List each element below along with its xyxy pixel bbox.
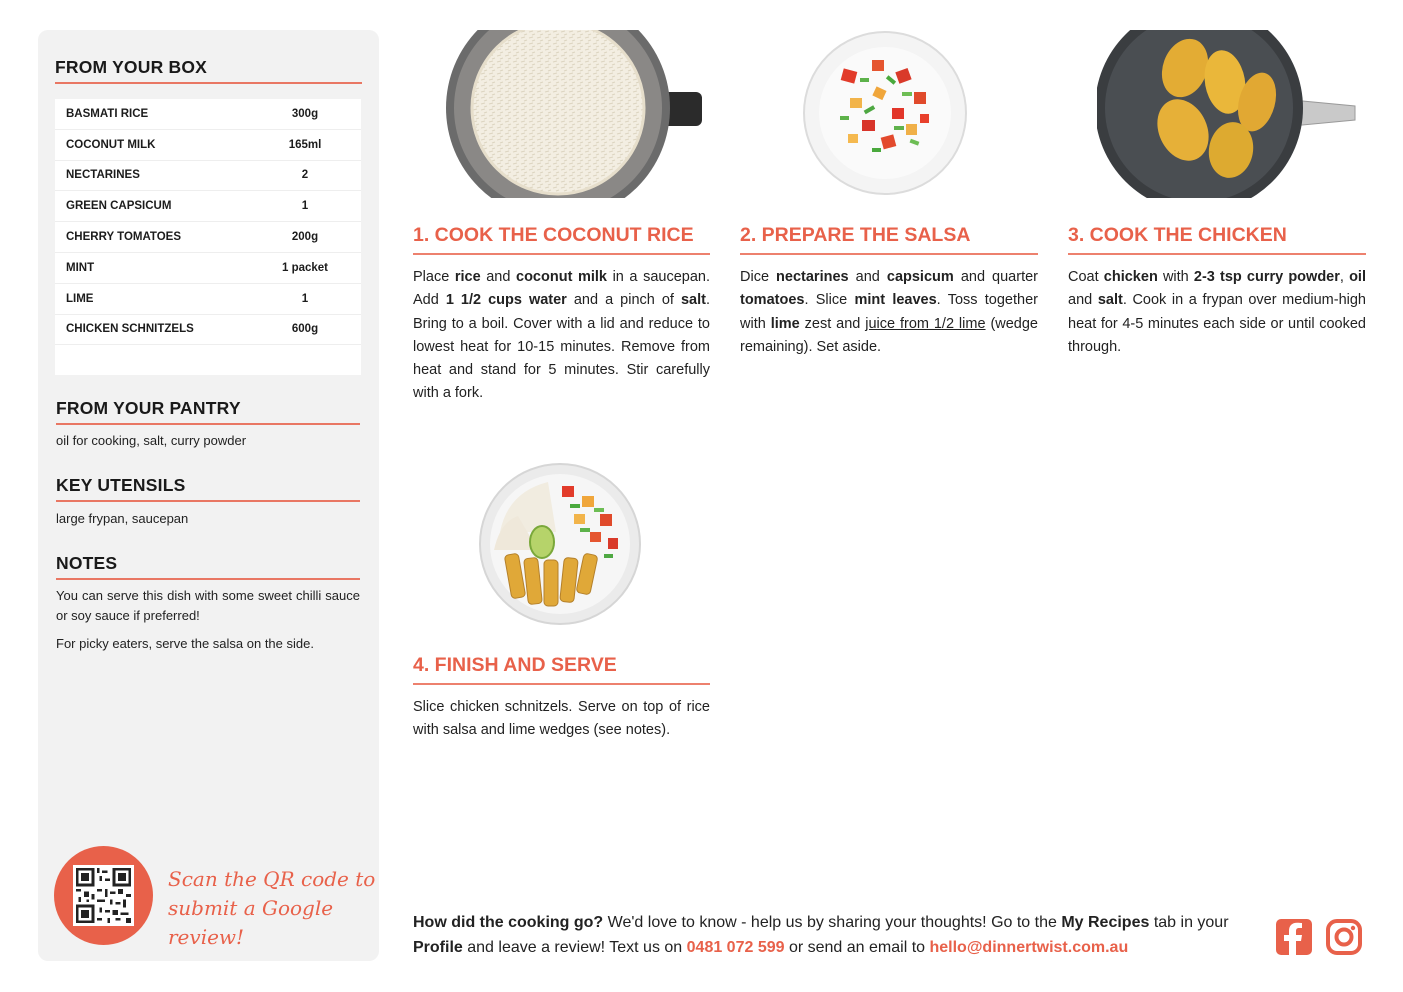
salsa-bowl-image — [802, 30, 968, 196]
pantry-rule — [56, 423, 360, 425]
text: . Slice — [804, 292, 855, 309]
text: and a pinch of — [566, 292, 681, 309]
text: capsicum — [886, 269, 954, 285]
pantry-title: FROM YOUR PANTRY — [56, 398, 241, 418]
text: We'd love to know - help us by sharing your thoughts! Go to the — [603, 914, 1062, 931]
footer-review-text — [413, 910, 1263, 960]
ingredient-row — [55, 222, 361, 253]
text: and leave a review! Text us on — [462, 939, 687, 956]
ingredient-name: NECTARINES — [66, 169, 140, 182]
text: How did the cooking go? — [413, 914, 604, 931]
text: lime — [770, 315, 800, 332]
step-4-title: 4. FINISH AND SERVE — [413, 654, 617, 676]
ingredient-row — [55, 253, 361, 284]
ingredient-row — [55, 99, 361, 130]
ingredient-row — [55, 161, 361, 192]
ingredient-qty: 1 — [301, 292, 309, 305]
ingredient-qty: 200g — [291, 231, 319, 244]
ingredient-row — [55, 315, 361, 346]
text: , — [1339, 269, 1350, 285]
text: 2-3 tsp curry powder — [1193, 269, 1340, 285]
rice-pot-image — [440, 30, 702, 198]
chicken-frypan-image — [1097, 30, 1357, 198]
qr-caption — [168, 865, 379, 952]
step-2-body — [740, 266, 1038, 359]
ingredient-name: MINT — [66, 261, 95, 274]
text: tomatoes — [740, 292, 805, 309]
qr-caption-line: submit a Google review! — [168, 896, 334, 949]
ingredient-row — [55, 284, 361, 315]
text: and — [848, 269, 887, 285]
utensils-title: KEY UTENSILS — [56, 475, 186, 495]
qr-badge — [54, 846, 153, 945]
step-1-rule — [413, 253, 710, 255]
phone-link[interactable]: 0481 072 599 — [686, 939, 785, 956]
step-4-rule — [413, 683, 710, 685]
notes-rule — [56, 578, 360, 580]
text: . Bring to a boil. Cover with a lid and reduce to lowest heat for 10-15 minutes. Remove from heat and stand for 5 minutes. Stir carefully with a fork. — [413, 292, 710, 402]
text: Dice — [740, 269, 777, 285]
text: oil — [1349, 269, 1366, 285]
text: Place — [413, 269, 455, 285]
notes-title: NOTES — [56, 553, 118, 573]
text: rice — [454, 269, 481, 285]
email-link[interactable]: hello@dinnertwist.com.au — [929, 939, 1129, 956]
text: nectarines — [776, 269, 849, 285]
final-dish-image — [478, 462, 642, 626]
ingredient-name: CHERRY TOMATOES — [66, 231, 182, 244]
text: and — [480, 269, 517, 285]
step-1-title: 1. COOK THE COCONUT RICE — [413, 224, 694, 246]
text: Coat — [1068, 269, 1104, 285]
box-title-rule — [55, 82, 362, 84]
ingredient-qty: 2 — [301, 169, 309, 182]
ingredient-qty: 1 — [301, 200, 309, 213]
qr-code-icon[interactable] — [73, 865, 134, 926]
ingredient-row — [55, 130, 361, 161]
step-4-body: Slice chicken schnitzels. Serve on top of rice with salsa and lime wedges (see notes). — [413, 699, 710, 739]
text: chicken — [1103, 269, 1158, 285]
utensils-text: large frypan, saucepan — [56, 511, 189, 526]
qr-caption-line: Scan the QR code to — [168, 867, 376, 891]
instagram-icon[interactable] — [1325, 918, 1363, 956]
utensils-rule — [56, 500, 360, 502]
pantry-text: oil for cooking, salt, curry powder — [56, 433, 247, 448]
text: tab in your — [1149, 914, 1229, 931]
step-2-rule — [740, 253, 1038, 255]
step-3-rule — [1068, 253, 1366, 255]
text: or send an email to — [784, 939, 930, 956]
text: 1 1/2 cups water — [445, 292, 567, 309]
ingredient-name: GREEN CAPSICUM — [66, 200, 172, 213]
ingredient-row — [55, 191, 361, 222]
text: zest and — [799, 315, 866, 332]
step-2-title: 2. PREPARE THE SALSA — [740, 224, 971, 246]
ingredient-name: LIME — [66, 292, 94, 305]
text: salt — [1097, 292, 1123, 309]
text: . Cook in a frypan over medium-high heat for 4-5 minutes each side or until cooked through. — [1068, 292, 1366, 355]
text: salt — [680, 292, 706, 309]
text: and quarter — [953, 269, 1038, 285]
notes-paragraph: For picky eaters, serve the salsa on the side. — [56, 636, 314, 651]
text: in a saucepan. Add — [413, 269, 710, 309]
step-1-body — [413, 266, 710, 406]
text: Profile — [413, 939, 463, 956]
ingredient-name: CHICKEN SCHNITZELS — [66, 323, 194, 336]
notes-paragraph: You can serve this dish with some sweet chilli sauce or soy sauce if preferred! — [56, 588, 360, 623]
text: and — [1068, 292, 1098, 309]
text: juice from 1/2 lime — [865, 315, 986, 332]
text: mint leaves — [854, 292, 937, 309]
text: coconut milk — [516, 269, 607, 285]
ingredients-table — [55, 99, 361, 375]
ingredient-qty: 165ml — [288, 138, 322, 151]
text: (wedge remaining). Set aside. — [740, 315, 1038, 355]
ingredient-qty: 300g — [291, 107, 319, 120]
text: . Toss together with — [740, 292, 1038, 332]
step-3-title: 3. COOK THE CHICKEN — [1068, 224, 1287, 246]
ingredient-qty: 1 packet — [281, 261, 329, 274]
text: My Recipes — [1061, 914, 1150, 931]
box-title: FROM YOUR BOX — [55, 57, 208, 77]
sidebar — [38, 30, 379, 961]
text: with — [1157, 269, 1194, 285]
step-3-body — [1068, 266, 1366, 359]
ingredient-name: BASMATI RICE — [66, 107, 149, 120]
ingredient-qty: 600g — [291, 323, 319, 336]
ingredient-name: COCONUT MILK — [66, 138, 156, 151]
facebook-icon[interactable] — [1275, 918, 1313, 956]
